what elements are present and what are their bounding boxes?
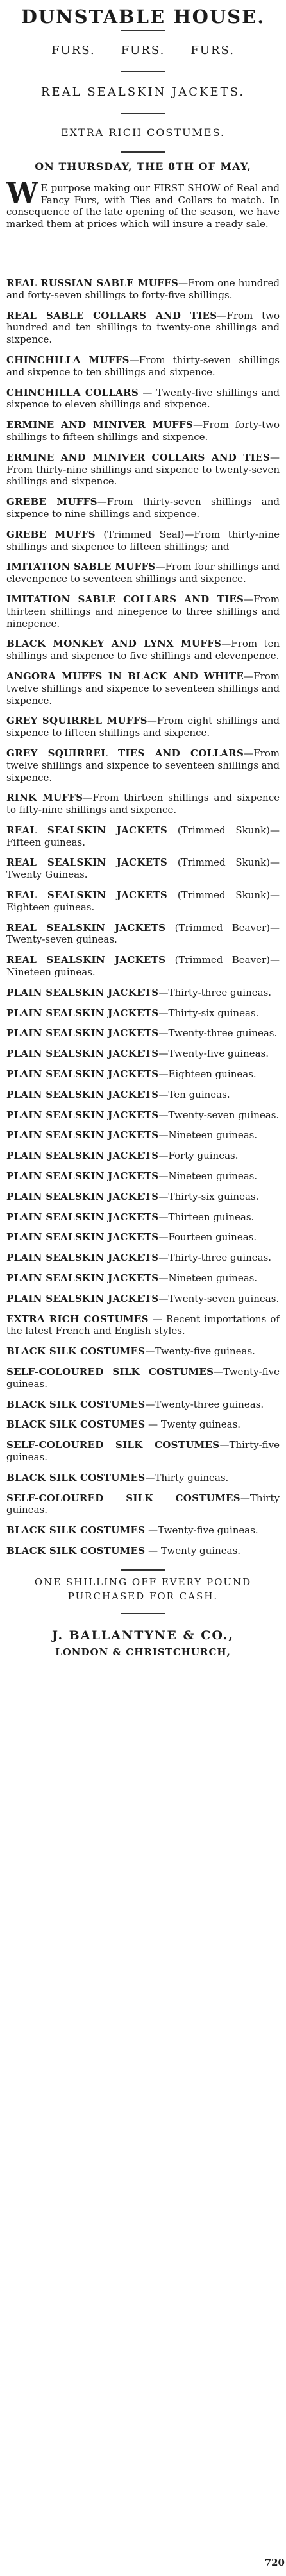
list-item — [6, 638, 280, 662]
item-heading: IMITATION SABLE COLLARS AND TIES — [6, 593, 244, 605]
list-item — [6, 593, 280, 629]
list-item — [6, 1191, 280, 1203]
item-description: —From thirty-seven shillings and sixpence to ten shillings and sixpence. — [6, 354, 280, 378]
item-heading: PLAIN SEALSKIN JACKETS — [6, 1211, 159, 1223]
item-description: (Trimmed Beaver)—Twenty-seven guineas. — [6, 921, 280, 946]
intro-paragraph — [6, 177, 280, 277]
item-heading: PLAIN SEALSKIN JACKETS — [6, 1292, 159, 1304]
list-item — [6, 857, 280, 881]
item-description: (Trimmed Skunk)—Twenty Guineas. — [6, 857, 280, 881]
item-heading: REAL SEALSKIN JACKETS — [6, 954, 166, 966]
item-heading: PLAIN SEALSKIN JACKETS — [6, 1272, 159, 1284]
list-item — [6, 1089, 280, 1101]
advertisement-column — [6, 0, 280, 1660]
item-heading: CHINCHILLA COLLARS — [6, 386, 139, 398]
item-description: —Eighteen guineas. — [158, 1068, 257, 1080]
item-description: —Fourteen guineas. — [158, 1231, 257, 1243]
item-heading: PLAIN SEALSKIN JACKETS — [6, 1150, 159, 1162]
item-heading: REAL SEALSKIN JACKETS — [6, 857, 168, 869]
list-item — [6, 310, 280, 346]
item-heading: BLACK MONKEY AND LYNX MUFFS — [6, 638, 222, 650]
list-item — [6, 1419, 280, 1431]
item-description: —Nineteen guineas. — [158, 1272, 258, 1284]
item-heading: BLACK SILK COSTUMES — [6, 1398, 146, 1410]
list-item — [6, 1492, 280, 1517]
list-item — [6, 1345, 280, 1358]
item-description: —Twenty-three guineas. — [158, 1027, 278, 1039]
drop-cap: W — [6, 177, 38, 210]
item-description: —Thirty-five guineas. — [6, 1439, 280, 1463]
item-description: —From eight shillings and sixpence to fifteen shillings and sixpence. — [6, 715, 280, 739]
item-description: (Trimmed Skunk)—Eighteen guineas. — [6, 889, 280, 913]
furs-word-2: FURS. — [121, 44, 165, 57]
list-item — [6, 1150, 280, 1162]
list-item — [6, 529, 280, 553]
divider — [121, 1569, 165, 1571]
item-heading: REAL SEALSKIN JACKETS — [6, 889, 168, 901]
item-heading: BLACK SILK COSTUMES — [6, 1471, 146, 1483]
item-description: — Twenty-five shillings and sixpence to eleven shillings and sixpence. — [6, 386, 280, 411]
list-item — [6, 387, 280, 411]
list-item — [6, 1129, 280, 1141]
item-heading: PLAIN SEALSKIN JACKETS — [6, 1048, 159, 1060]
item-heading: GREBE MUFFS — [6, 496, 97, 508]
item-heading: ERMINE AND MINIVER MUFFS — [6, 419, 194, 431]
item-description: —Twenty-five guineas. — [145, 1524, 258, 1537]
subtitle-costumes: EXTRA RICH COSTUMES. — [60, 126, 226, 139]
item-heading: ERMINE AND MINIVER COLLARS AND TIES — [6, 451, 270, 463]
item-heading: CHINCHILLA MUFFS — [6, 354, 130, 366]
item-heading: PLAIN SEALSKIN JACKETS — [6, 1252, 159, 1264]
date-line: ON THURSDAY, THE 8TH OF MAY, — [35, 160, 251, 173]
list-item — [6, 1439, 280, 1463]
item-description: — Recent importations of the latest French and English styles. — [6, 1313, 280, 1337]
item-heading: REAL SABLE COLLARS AND TIES — [6, 309, 217, 321]
list-item — [6, 419, 280, 443]
cash-discount-line-1: ONE SHILLING OFF EVERY POUND — [34, 1576, 252, 1588]
list-item — [6, 1313, 280, 1338]
furs-banner — [6, 31, 280, 71]
list-item — [6, 670, 280, 706]
list-item — [6, 922, 280, 946]
item-heading: RINK MUFFS — [6, 792, 83, 804]
item-description: —Thirty guineas. — [6, 1492, 280, 1516]
list-item — [6, 1048, 280, 1060]
list-item — [6, 1068, 280, 1080]
item-description: —From ten shillings and sixpence to five shillings and elevenpence. — [6, 638, 280, 662]
item-heading: IMITATION SABLE MUFFS — [6, 561, 156, 573]
item-heading: PLAIN SEALSKIN JACKETS — [6, 1007, 159, 1019]
list-item — [6, 747, 280, 783]
item-heading: PLAIN SEALSKIN JACKETS — [6, 1068, 159, 1080]
item-description: —From two hundred and ten shillings to twenty-one shillings and sixpence. — [6, 309, 280, 346]
list-item — [6, 1007, 280, 1019]
item-heading: PLAIN SEALSKIN JACKETS — [6, 1170, 159, 1182]
item-heading: GREY SQUIRREL MUFFS — [6, 715, 147, 727]
item-description: —Thirty-three guineas. — [158, 1252, 272, 1264]
item-heading: EXTRA RICH COSTUMES — [6, 1313, 149, 1325]
item-heading: PLAIN SEALSKIN JACKETS — [6, 1088, 159, 1100]
divider — [121, 1613, 165, 1614]
list-item — [6, 792, 280, 816]
item-description: —From thirty-seven shillings and sixpence to nine shillings and sixpence. — [6, 496, 280, 520]
item-description: (Trimmed Skunk)—Fifteen guineas. — [6, 824, 280, 848]
list-item — [6, 1293, 280, 1305]
list-item — [6, 1399, 280, 1411]
item-heading: PLAIN SEALSKIN JACKETS — [6, 1027, 159, 1039]
item-description: —Thirty-three guineas. — [158, 986, 272, 998]
item-description: (Trimmed Beaver)—Nineteen guineas. — [6, 954, 280, 978]
furs-word-1: FURS. — [51, 44, 96, 57]
item-description: —From four shillings and elevenpence to seventeen shillings and sixpence. — [6, 561, 280, 585]
item-heading: BLACK SILK COSTUMES — [6, 1524, 146, 1537]
item-description: —From twelve shillings and sixpence to seventeen shillings and sixpence. — [6, 670, 280, 706]
item-description: — Twenty guineas. — [145, 1419, 241, 1431]
item-description: —Twenty-seven guineas. — [158, 1292, 280, 1304]
list-item — [6, 715, 280, 739]
item-heading: SELF-COLOURED SILK COSTUMES — [6, 1366, 214, 1378]
list-item — [6, 354, 280, 379]
item-description: —Twenty-three guineas. — [145, 1398, 264, 1410]
item-heading: PLAIN SEALSKIN JACKETS — [6, 986, 159, 998]
list-item — [6, 1366, 280, 1390]
list-item — [6, 1252, 280, 1264]
list-item — [6, 452, 280, 488]
item-description: —Twenty-five guineas. — [158, 1048, 269, 1060]
list-item — [6, 954, 280, 978]
list-item — [6, 1472, 280, 1484]
list-item — [6, 1231, 280, 1243]
item-heading: PLAIN SEALSKIN JACKETS — [6, 1231, 159, 1243]
list-item — [6, 1027, 280, 1039]
list-item — [6, 1211, 280, 1224]
furs-word-3: FURS. — [190, 44, 235, 57]
list-item — [6, 1109, 280, 1122]
item-description: —Twenty-five guineas. — [6, 1366, 280, 1390]
list-item — [6, 1545, 280, 1557]
item-description: —Nineteen guineas. — [158, 1129, 258, 1141]
item-description: (Trimmed Seal)—From thirty-nine shillings and sixpence to fifteen shillings; and — [6, 528, 280, 552]
list-item — [6, 1524, 280, 1537]
item-description: —From thirteen shillings and ninepence to three shillings and ninepence. — [6, 593, 280, 629]
item-heading: SELF-COLOURED SILK COSTUMES — [6, 1439, 220, 1451]
item-heading: BLACK SILK COSTUMES — [6, 1419, 146, 1431]
item-heading: REAL SEALSKIN JACKETS — [6, 824, 168, 836]
list-item — [6, 889, 280, 914]
item-heading: PLAIN SEALSKIN JACKETS — [6, 1129, 159, 1141]
subtitle: REAL SEALSKIN JACKETS. — [40, 85, 246, 99]
list-item — [6, 561, 280, 585]
intro-text: E purpose making our FIRST SHOW of Real and Fancy Furs, with Ties and Collars to match. In consequence of the late opening of the season, we have marked them at prices which will insure a ready sale. — [6, 182, 280, 230]
item-heading: REAL SEALSKIN JACKETS — [6, 921, 166, 934]
page-title: DUNSTABLE HOUSE. — [21, 6, 265, 28]
item-description: — Twenty guineas. — [145, 1544, 241, 1557]
item-description: —Thirty-six guineas. — [158, 1007, 259, 1019]
list-item — [6, 1170, 280, 1182]
item-description: —Forty guineas. — [158, 1150, 239, 1162]
firm-name: J. BALLANTYNE & CO., — [51, 1628, 235, 1642]
item-heading: ANGORA MUFFS IN BLACK AND WHITE — [6, 670, 244, 682]
item-heading: GREBE MUFFS — [6, 528, 96, 540]
item-description: —Twenty-seven guineas. — [158, 1109, 280, 1121]
item-heading: PLAIN SEALSKIN JACKETS — [6, 1190, 159, 1202]
item-heading: BLACK SILK COSTUMES — [6, 1544, 146, 1557]
list-item — [6, 496, 280, 520]
list-item — [6, 824, 280, 849]
item-description: —From forty-two shillings to fifteen shillings and sixpence. — [6, 419, 280, 443]
list-item — [6, 277, 280, 302]
item-heading: SELF-COLOURED SILK COSTUMES — [6, 1492, 240, 1504]
item-description: —Thirty guineas. — [145, 1471, 229, 1483]
list-item — [6, 987, 280, 999]
item-description: —Thirty-six guineas. — [158, 1190, 259, 1202]
item-description: —Thirteen guineas. — [158, 1211, 255, 1223]
item-description: —From one hundred and forty-seven shillings to forty-five shillings. — [6, 277, 280, 301]
item-list — [6, 277, 280, 1557]
item-heading: REAL RUSSIAN SABLE MUFFS — [6, 277, 179, 289]
item-heading: BLACK SILK COSTUMES — [6, 1345, 146, 1358]
item-description: —Ten guineas. — [158, 1088, 230, 1100]
list-item — [6, 1272, 280, 1284]
cash-discount-line-2: PURCHASED FOR CASH. — [67, 1590, 219, 1602]
item-description: —Nineteen guineas. — [158, 1170, 258, 1182]
item-heading: PLAIN SEALSKIN JACKETS — [6, 1109, 159, 1121]
item-heading: GREY SQUIRREL TIES AND COLLARS — [6, 747, 244, 759]
item-description: —Twenty-five guineas. — [145, 1345, 255, 1358]
item-description: —From thirty-nine shillings and sixpence to twenty-seven shillings and sixpence. — [6, 451, 280, 488]
item-description: —From twelve shillings and sixpence to seventeen shillings and sixpence. — [6, 747, 280, 783]
advert-code: 720 — [264, 2557, 285, 2568]
item-description: —From thirteen shillings and sixpence to fifty-nine shillings and sixpence. — [6, 792, 280, 816]
firm-address: LONDON & CHRISTCHURCH, — [55, 1646, 231, 1658]
